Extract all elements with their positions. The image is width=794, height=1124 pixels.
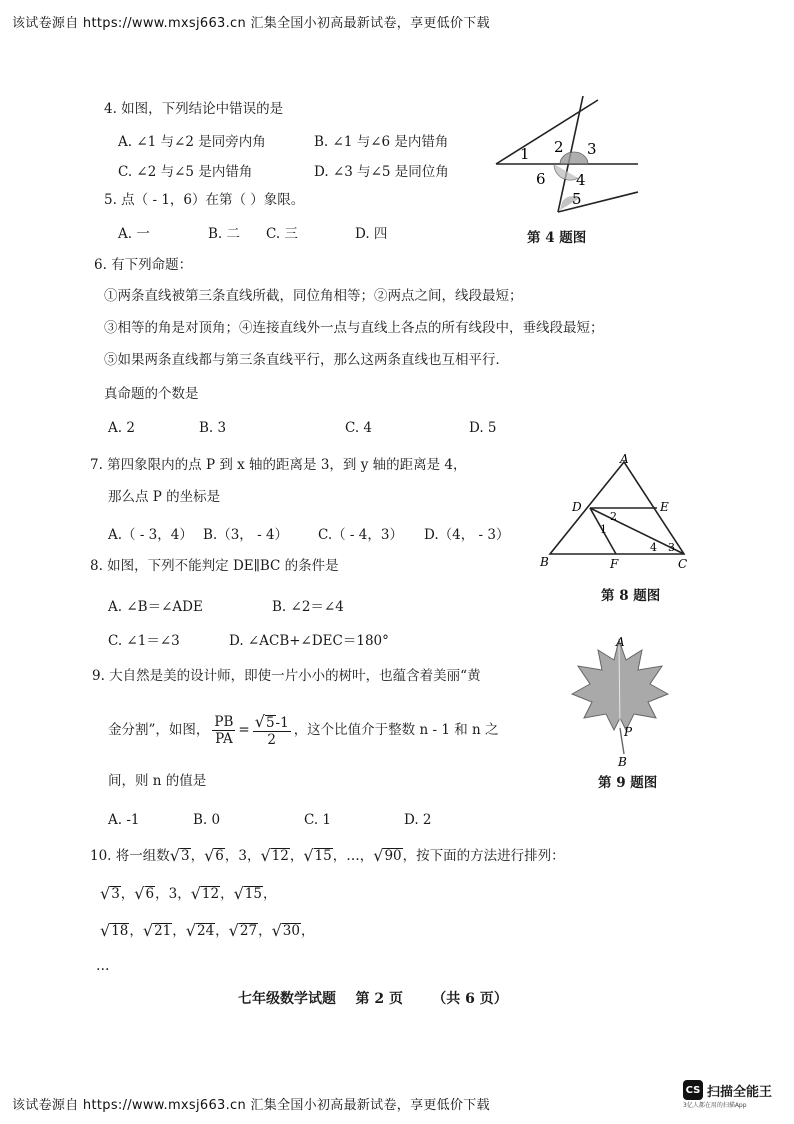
q9-frac-golden-num xyxy=(253,712,291,732)
q10-stem-suffix: ，按下面的方法进行排列： xyxy=(402,847,565,864)
q8-fig-label-F: F xyxy=(610,557,619,571)
q10-seq-item: 12 xyxy=(271,847,289,864)
q10-seq-item: 3 xyxy=(238,847,247,864)
q8-option-b: B. ∠2＝∠4 xyxy=(272,599,344,615)
q6-option-c: C. 4 xyxy=(345,420,373,436)
q6-statement-line3: ⑤如果两条直线都与第三条直线平行，那么这两条直线也互相平行． xyxy=(104,352,509,368)
q10-seq-item: 15 xyxy=(314,847,332,864)
q5-option-b: B. 二 xyxy=(208,226,241,242)
q8-option-d: D. ∠ACB+∠DEC＝180° xyxy=(229,633,389,649)
sqrt-symbol-icon: √ xyxy=(142,921,154,940)
q9-figure-caption: 第 9 题图 xyxy=(598,775,658,791)
q9-radicand: 5 xyxy=(265,715,275,731)
q8-fig-label-E: E xyxy=(660,500,669,514)
q9-option-d: D. 2 xyxy=(404,812,432,828)
scanner-logo-subtitle: 3亿人都在用的扫描App xyxy=(683,1102,747,1109)
q4-option-b: B. ∠1 与∠6 是内错角 xyxy=(314,134,449,150)
page-footer: 七年级数学试题 第 2 页 （共 6 页） xyxy=(238,991,508,1007)
q4-figure-caption: 第 4 题图 xyxy=(527,230,587,246)
camscanner-icon: CS xyxy=(683,1080,703,1100)
q6-ask: 真命题的个数是 xyxy=(104,386,199,402)
q7-stem-cont: 那么点 P 的坐标是 xyxy=(108,489,221,505)
q8-figure-caption: 第 8 题图 xyxy=(601,588,661,604)
q5-option-d: D. 四 xyxy=(355,226,388,242)
sqrt-symbol-icon: √ xyxy=(134,884,145,903)
q9-line2-lead: 金分割”，如图， xyxy=(108,722,210,739)
q10-seq-item: 6 xyxy=(215,847,224,864)
sqrt-symbol-icon: √ xyxy=(204,846,215,865)
q10-ellipsis: … xyxy=(96,958,110,974)
q6-statement-line2: ③相等的角是对顶角；④连接直线外一点与直线上各点的所有线段中，垂线段最短； xyxy=(104,320,604,336)
q4-fig-label-3: 3 xyxy=(587,140,597,158)
q9-option-a: A. -1 xyxy=(108,812,140,828)
q9-equals: = xyxy=(238,722,250,739)
q10-seq-item: 90 xyxy=(384,847,402,864)
q5-option-c: C. 三 xyxy=(266,226,298,242)
q9-fig-label-B: B xyxy=(618,755,627,769)
q10-row1-item: 12 xyxy=(201,885,220,902)
q5-stem: 5. 点（ - 1，6）在第（ ）象限。 xyxy=(104,192,305,208)
q10-seq-ellipsis: … xyxy=(346,847,360,864)
q9-leaf-figure xyxy=(564,632,674,770)
q4-fig-label-5: 5 xyxy=(572,190,582,208)
q4-fig-label-4: 4 xyxy=(576,171,586,189)
q5-option-a: A. 一 xyxy=(118,226,150,242)
q9-fig-label-P: P xyxy=(624,725,633,739)
q6-option-a: A. 2 xyxy=(108,420,135,436)
sqrt-symbol-icon: √ xyxy=(303,846,314,865)
q10-row1-item: 3 xyxy=(168,885,178,902)
scanner-logo-name: 扫描全能王 xyxy=(707,1084,773,1100)
sqrt-symbol-icon: √ xyxy=(254,712,265,731)
q10-stem: 10. 将一组数 √ 3 ， √ 6 ， 3 ， √ 12 ， √ 15 ， … ， √ 90 ，按下面的方法进行排列： xyxy=(90,846,565,865)
q4-stem: 4. 如图，下列结论中错误的是 xyxy=(104,101,284,117)
q8-figure xyxy=(536,450,696,580)
q8-fig-label-1: 1 xyxy=(600,523,607,536)
q10-row1-item: 3 xyxy=(111,885,120,902)
q10-row2-item: 27 xyxy=(239,922,258,939)
q8-fig-label-2: 2 xyxy=(610,510,617,523)
sqrt-symbol-icon: √ xyxy=(373,846,384,865)
q8-stem: 8. 如图，下列不能判定 DE∥BC 的条件是 xyxy=(90,558,339,574)
q10-row1-item: 15 xyxy=(244,885,262,902)
sqrt-symbol-icon: √ xyxy=(233,884,244,903)
q8-fig-label-D: D xyxy=(572,500,582,514)
q10-row1: √ 3 ， √ 6 ， 3 ， √ 12 ， √ 15 ， xyxy=(100,884,277,903)
q9-option-c: C. 1 xyxy=(304,812,332,828)
q6-option-d: D. 5 xyxy=(469,420,497,436)
header-watermark: 该试卷源自 https://www.mxsj663.cn 汇集全国小初高最新试卷，享更低价下载 xyxy=(12,16,490,31)
q4-fig-label-2: 2 xyxy=(554,138,564,156)
q9-fig-label-A: A xyxy=(616,635,625,649)
q7-option-c: C.（ - 4，3） xyxy=(318,527,403,543)
q9-frac-golden-num-tail: -1 xyxy=(275,715,289,731)
footer-watermark: 该试卷源自 https://www.mxsj663.cn 汇集全国小初高最新试卷，享更低价下载 xyxy=(12,1098,490,1113)
q8-option-a: A. ∠B＝∠ADE xyxy=(108,599,203,615)
q4-option-d: D. ∠3 与∠5 是同位角 xyxy=(314,164,449,180)
q9-fraction-pb-pa xyxy=(212,714,235,747)
sqrt-symbol-icon: √ xyxy=(185,921,196,940)
sqrt-symbol-icon: √ xyxy=(228,921,239,940)
q9-option-b: B. 0 xyxy=(193,812,221,828)
q4-fig-label-6: 6 xyxy=(536,170,546,188)
sqrt-symbol-icon: √ xyxy=(100,884,111,903)
q6-statement-line1: ①两条直线被第三条直线所截，同位角相等；②两点之间，线段最短； xyxy=(104,288,523,304)
q9-frac-golden-den: 2 xyxy=(267,732,276,749)
q4-fig-label-1: 1 xyxy=(520,145,530,163)
sqrt-symbol-icon: √ xyxy=(100,921,111,940)
q9-line1: 9. 大自然是美的设计师，即使一片小小的树叶，也蕴含着美丽“黄 xyxy=(92,668,481,684)
q8-option-c: C. ∠1＝∠3 xyxy=(108,633,180,649)
sqrt-symbol-icon: √ xyxy=(260,846,271,865)
sqrt-symbol-icon: √ xyxy=(271,921,282,940)
q10-row2-item: 21 xyxy=(154,922,172,939)
q6-stem: 6. 有下列命题： xyxy=(94,257,193,273)
q8-fig-label-B: B xyxy=(540,555,549,569)
q8-fig-label-C: C xyxy=(678,557,688,571)
q10-seq-item: 3 xyxy=(180,847,190,864)
sqrt-symbol-icon: √ xyxy=(190,884,201,903)
q8-fig-label-4: 4 xyxy=(650,541,657,554)
q7-stem: 7. 第四象限内的点 P 到 x 轴的距离是 3，到 y 轴的距离是 4， xyxy=(90,457,467,473)
q7-option-b: B.（3， - 4） xyxy=(203,527,289,543)
q10-row2-item: 30 xyxy=(282,922,300,939)
q6-option-b: B. 3 xyxy=(199,420,227,436)
q7-option-d: D.（4， - 3） xyxy=(424,527,510,543)
q7-option-a: A.（ - 3，4） xyxy=(108,527,193,543)
scanner-logo xyxy=(683,1080,772,1109)
q10-row2-item: 18 xyxy=(111,922,129,939)
q9-fraction-golden xyxy=(253,712,291,748)
q8-fig-label-A: A xyxy=(620,452,629,466)
q10-row1-item: 6 xyxy=(145,885,155,902)
q9-line3: 间，则 n 的值是 xyxy=(108,773,207,789)
q9-frac-den: PA xyxy=(215,730,233,747)
q10-row2: √ 18 ， √ 21 ， √ 24 ， √ 27 ， √ 30 ， xyxy=(100,921,315,940)
q9-frac-num: PB xyxy=(214,713,234,730)
q4-option-c: C. ∠2 与∠5 是内错角 xyxy=(118,164,253,180)
sqrt-symbol-icon: √ xyxy=(169,846,180,865)
q4-figure xyxy=(488,92,648,222)
q10-stem-prefix: 10. 将一组数 xyxy=(90,847,170,864)
q10-row2-item: 24 xyxy=(196,922,215,939)
q9-line2-tail: ，这个比值介于整数 n - 1 和 n 之 xyxy=(293,722,499,739)
q9-line2 xyxy=(108,712,498,748)
q4-option-a: A. ∠1 与∠2 是同旁内角 xyxy=(118,134,266,150)
q8-fig-label-3: 3 xyxy=(668,541,675,554)
